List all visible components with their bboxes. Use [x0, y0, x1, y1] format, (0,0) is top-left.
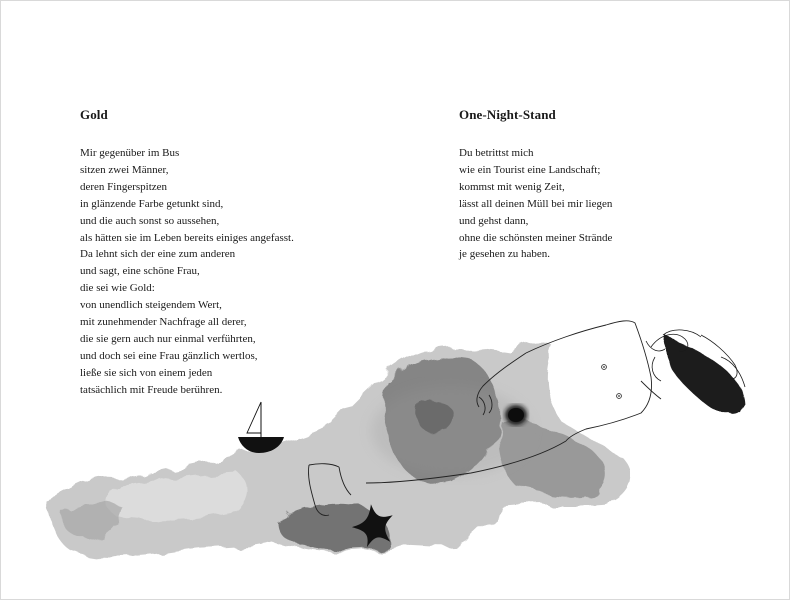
poem-line: lässt all deinen Müll bei mir liegen [459, 197, 613, 210]
poem-line: je gesehen zu haben. [459, 248, 551, 261]
poem-line: Mir gegenüber im Bus [80, 147, 180, 159]
poem-line: Da lehnt sich der eine zum anderen [80, 248, 236, 261]
poem-line: in glänzende Farbe getunkt sind, [80, 197, 224, 210]
poem-one-night-stand [459, 107, 759, 263]
poem-line: die sie gern auch nur einmal verführten, [80, 332, 256, 345]
poem-line: sitzen zwei Männer, [80, 163, 169, 176]
poem-line: und doch sei eine Frau gänzlich wertlos, [80, 349, 258, 362]
poem-line: Du betrittst mich [459, 147, 534, 159]
poem-body [80, 145, 380, 399]
poem-line: und gehst dann, [459, 214, 529, 227]
poem-line: die sei wie Gold: [80, 282, 155, 295]
poem-line: ohne die schönsten meiner Strände [459, 231, 613, 244]
ink-blot-icon [505, 405, 527, 425]
poem-line: deren Fingerspitzen [80, 180, 168, 193]
poem-line: mit zunehmender Nachfrage all derer, [80, 316, 247, 329]
poem-line: und die auch sonst so aussehen, [80, 214, 220, 227]
poem-title: Gold [80, 107, 108, 122]
poem-title: One-Night-Stand [459, 107, 556, 122]
poem-gold [80, 107, 380, 399]
poem-line: ließe sie sich von einem jeden [80, 366, 213, 379]
poem-line: als hätten sie im Leben bereits einiges angefasst. [80, 231, 294, 244]
poem-line: tatsächlich mit Freude berühren. [80, 383, 223, 396]
hair-icon [646, 330, 745, 417]
poem-body [459, 145, 759, 263]
poem-line: kommst mit wenig Zeit, [459, 180, 565, 193]
sailboat-icon [238, 402, 284, 453]
poem-line: von unendlich steigendem Wert, [80, 299, 222, 312]
poem-line: wie ein Tourist eine Landschaft; [459, 163, 601, 176]
poem-line: und sagt, eine schöne Frau, [80, 265, 200, 278]
